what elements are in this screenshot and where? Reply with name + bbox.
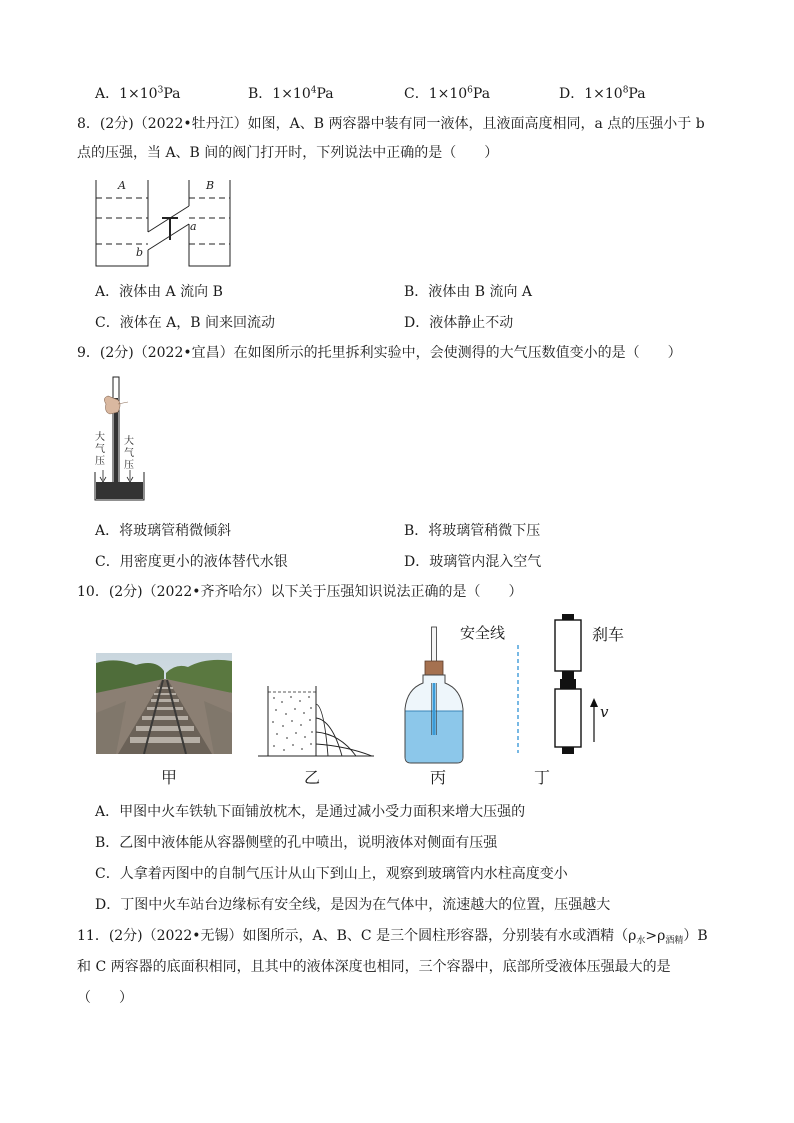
q10-option-b: B．乙图中液体能从容器侧壁的孔中喷出，说明液体对侧面有压强 xyxy=(95,835,498,851)
q10-safety-line xyxy=(514,645,522,753)
q10-safety-line-label: 安全线 xyxy=(460,624,506,642)
q10-figure-bing-barometer xyxy=(403,625,467,765)
q10-stem: 10．(2分)（2022•齐齐哈尔）以下关于压强知识说法正确的是（ ） xyxy=(77,584,523,600)
q10-velocity-arrow xyxy=(588,697,600,743)
q10-caption-jia: 甲 xyxy=(161,768,178,787)
q8-option-b: B．液体由 B 流向 A xyxy=(404,284,533,300)
q8-connected-containers-figure xyxy=(90,176,235,270)
q10-brake-label: 刹车 xyxy=(592,625,625,644)
q8-stem-line1: 8．(2分)（2022•牡丹江）如图，A、B 两容器中装有同一液体，且液面高度相同，a 点的压强小于 b xyxy=(77,116,705,132)
q9-option-b: B．将玻璃管稍微下压 xyxy=(404,523,541,539)
q7-option-c: C．$1\times 10^6Pa$ xyxy=(404,85,491,102)
q10-velocity-label: v xyxy=(600,703,609,721)
q10-figure-yi-liquid-jets xyxy=(258,684,376,758)
q9-option-d: D．玻璃管内混入空气 xyxy=(404,554,542,570)
q9-label-atmosphere-right: 大 气 压 xyxy=(124,436,134,471)
q9-label-atmosphere-left: 大 气 压 xyxy=(95,432,105,467)
q10-option-c: C．人拿着丙图中的自制气压计从山下到山上，观察到玻璃管内水柱高度变小 xyxy=(95,866,568,882)
q8-label-point-b: b xyxy=(136,246,144,259)
q10-option-d: D．丁图中火车站台边缘标有安全线，是因为在气体中，流速越大的位置，压强越大 xyxy=(95,897,611,913)
q8-stem-line2: 点的压强，当 A、B 间的阀门打开时，下列说法中正确的是（ ） xyxy=(77,145,499,161)
q11-stem-line2: 和 C 两容器的底面积相同，且其中的液体深度也相同，三个容器中，底部所受液体压强最大的是 xyxy=(77,959,671,975)
q7-option-a: A．$1\times 10^3Pa$ xyxy=(95,85,181,102)
q8-label-point-a: a xyxy=(190,220,197,233)
q8-option-a: A．液体由 A 流向 B xyxy=(95,284,223,300)
q10-figure-jia-railway-photo xyxy=(96,653,232,754)
q11-stem-line3: （ ） xyxy=(77,990,133,1006)
q8-label-b-container: B xyxy=(206,179,215,192)
q10-caption-yi: 乙 xyxy=(304,768,321,787)
q10-caption-bing: 丙 xyxy=(430,768,447,787)
q11-stem-line1: 11．(2分)（2022•无锡）如图所示，A、B、C 是三个圆柱形容器，分别装有水或酒精$(\rho_水>\rho_{酒精})B$ xyxy=(77,928,708,946)
q9-option-a: A．将玻璃管稍微倾斜 xyxy=(95,523,232,539)
q7-option-b: B．$1\times 10^4Pa$ xyxy=(248,85,334,102)
q8-label-a-container: A xyxy=(118,179,126,192)
q10-option-a: A．甲图中火车铁轨下面铺放枕木，是通过减小受力面积来增大压强的 xyxy=(95,804,526,820)
q9-stem: 9．(2分)（2022•宜昌）在如图所示的托里拆利实验中，会使测得的大气压数值变小的是（ ） xyxy=(77,345,682,361)
q10-figure-ding-train xyxy=(550,613,586,757)
q9-option-c: C．用密度更小的液体替代水银 xyxy=(95,554,288,570)
q8-option-c: C．液体在 A，B 间来回流动 xyxy=(95,315,276,331)
q8-option-d: D．液体静止不动 xyxy=(404,315,514,331)
q7-option-d: D．$1\times 10^8Pa$ xyxy=(559,85,646,102)
q10-caption-ding: 丁 xyxy=(534,768,551,787)
